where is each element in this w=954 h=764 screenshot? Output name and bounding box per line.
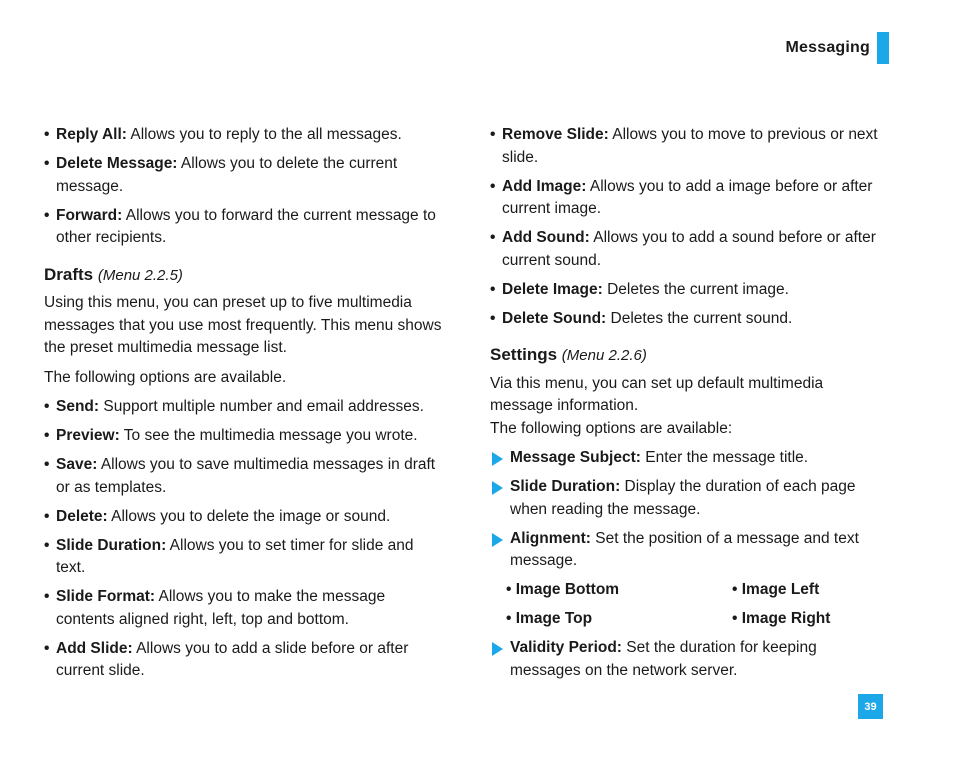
- list-item-preview: • Preview: To see the multimedia message you wrote.: [44, 427, 418, 444]
- settings-description: Via this menu, you can set up default multimedia message information.: [490, 374, 824, 414]
- right-column: [490, 124, 890, 689]
- list-item-slide-duration-setting: Slide Duration: Display the duration of each page when reading the message.: [490, 476, 890, 521]
- list-item-validity-period: Validity Period: Set the duration for keeping messages on the network server.: [490, 637, 890, 682]
- list-item-send: • Send: Support multiple number and email addresses.: [44, 398, 424, 415]
- left-column: [44, 124, 444, 689]
- arrow-bullet-icon: [492, 481, 503, 495]
- alignment-option-image-right: • Image Right: [732, 610, 831, 627]
- list-item-alignment: Alignment: Set the position of a message and text message.: [490, 528, 890, 573]
- alignment-option-image-left: • Image Left: [732, 581, 820, 598]
- arrow-bullet-icon: [492, 533, 503, 547]
- settings-menu-ref: (Menu 2.2.6): [561, 347, 647, 364]
- list-item-remove-slide: • Remove Slide: Allows you to move to previous or next slide.: [490, 126, 878, 166]
- drafts-heading: Drafts (Menu 2.2.5): [44, 264, 183, 284]
- list-item-forward: • Forward: Allows you to forward the current message to other recipients.: [44, 206, 436, 246]
- page-header: [786, 32, 890, 64]
- list-item-delete-message: • Delete Message: Allows you to delete the current message.: [44, 155, 398, 195]
- alignment-option-image-top: • Image Top: [506, 610, 593, 627]
- drafts-options-intro: The following options are available.: [44, 368, 287, 386]
- alignment-options: [490, 579, 890, 631]
- page-number: 39: [858, 694, 883, 719]
- arrow-bullet-icon: [492, 452, 503, 466]
- section-tab-marker: [877, 32, 889, 64]
- list-item-add-slide: • Add Slide: Allows you to add a slide before or after current slide.: [44, 639, 409, 679]
- list-item-slide-format: • Slide Format: Allows you to make the message contents aligned right, left, top and bottom.: [44, 588, 386, 628]
- list-item-reply-all: • Reply All: Allows you to reply to the all messages.: [44, 126, 402, 143]
- list-item-save: • Save: Allows you to save multimedia messages in draft or as templates.: [44, 456, 436, 496]
- drafts-description: Using this menu, you can preset up to five multimedia messages that you use most frequently. This menu shows the preset multimedia message list.: [44, 294, 442, 356]
- list-item-slide-duration: • Slide Duration: Allows you to set timer for slide and text.: [44, 536, 414, 576]
- section-title: Messaging: [785, 39, 870, 56]
- drafts-menu-ref: (Menu 2.2.5): [97, 266, 183, 284]
- list-item-add-image: • Add Image: Allows you to add a image before or after current image.: [490, 177, 873, 217]
- list-item-delete: • Delete: Allows you to delete the image or sound.: [44, 507, 391, 525]
- list-item-message-subject: Message Subject: Enter the message title.: [490, 447, 890, 470]
- arrow-bullet-icon: [492, 642, 503, 656]
- settings-options-intro: The following options are available:: [490, 419, 733, 437]
- list-item-delete-sound: • Delete Sound: Deletes the current sound.: [490, 309, 793, 327]
- settings-heading: Settings (Menu 2.2.6): [490, 345, 647, 364]
- list-item-delete-image: • Delete Image: Deletes the current image.: [490, 280, 789, 298]
- list-item-add-sound: • Add Sound: Allows you to add a sound before or after current sound.: [490, 229, 876, 269]
- alignment-option-image-bottom: • Image Bottom: [506, 581, 620, 598]
